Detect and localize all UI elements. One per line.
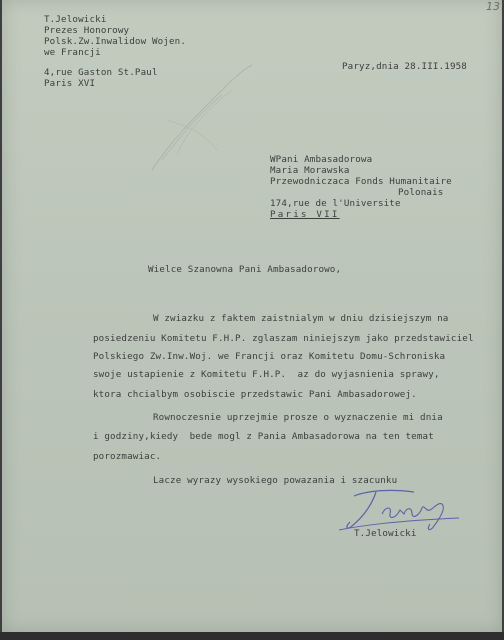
recipient-role-cont: Polonais (398, 187, 444, 198)
handwritten-signature (334, 484, 464, 534)
recipient-street: 174,rue de l'Universite (270, 198, 401, 209)
salutation: Wielce Szanowna Pani Ambasadorowo, (148, 264, 342, 275)
body-line-5: ktora chcialbym osobiscie przedstawic Pani Ambasadorowej. (93, 389, 417, 400)
recipient-city: Paris VII (270, 209, 340, 220)
recipient-name: Maria Morawska (270, 165, 350, 176)
closing: Lacze wyrazy wysokiego powazania i szacunku (153, 475, 398, 486)
body-line-8: porozmawiac. (93, 451, 162, 462)
sender-title: Prezes Honorowy (44, 25, 130, 36)
sender-street: 4,rue Gaston St.Paul (44, 67, 158, 78)
body-line-6: Rownoczesnie uprzejmie prosze o wyznaczenie mi dnia (153, 412, 443, 423)
body-line-7: i godziny,kiedy bede mogl z Pania Ambasadorowa na ten temat (93, 431, 434, 442)
letter-page (2, 0, 502, 632)
sender-name: T.Jelowicki (44, 14, 107, 25)
sender-address (44, 67, 158, 89)
page-number: 13 (486, 0, 500, 13)
body-line-2: posiedzeniu Komitetu F.H.P. zglaszam niniejszym jako przedstawiciel (93, 333, 474, 344)
recipient-honorific: WPani Ambasadorowa (270, 154, 373, 165)
signature-name: T.Jelowicki (354, 528, 417, 539)
recipient-block (270, 154, 452, 220)
letter-date: Paryz,dnia 28.III.1958 (342, 61, 467, 72)
sender-block (44, 14, 186, 58)
sender-city: Paris XVI (44, 78, 96, 89)
scan-bottom-edge (0, 632, 504, 640)
recipient-role: Przewodniczaca Fonds Humanitaire (270, 176, 452, 187)
body-line-4: swoje ustapienie z Komitetu F.H.P. az do wyjasnienia sprawy, (93, 369, 440, 380)
body-line-1: W zwiazku z faktem zaistnialym w dniu dzisiejszym na (153, 313, 449, 324)
body-line-3: Polskiego Zw.Inw.Woj. we Francji oraz Komitetu Domu-Schroniska (93, 351, 446, 362)
sender-country: we Francji (44, 47, 101, 58)
pencil-sketch-mark (142, 60, 262, 180)
sender-organization: Polsk.Zw.Inwalidow Wojen. (44, 36, 187, 47)
